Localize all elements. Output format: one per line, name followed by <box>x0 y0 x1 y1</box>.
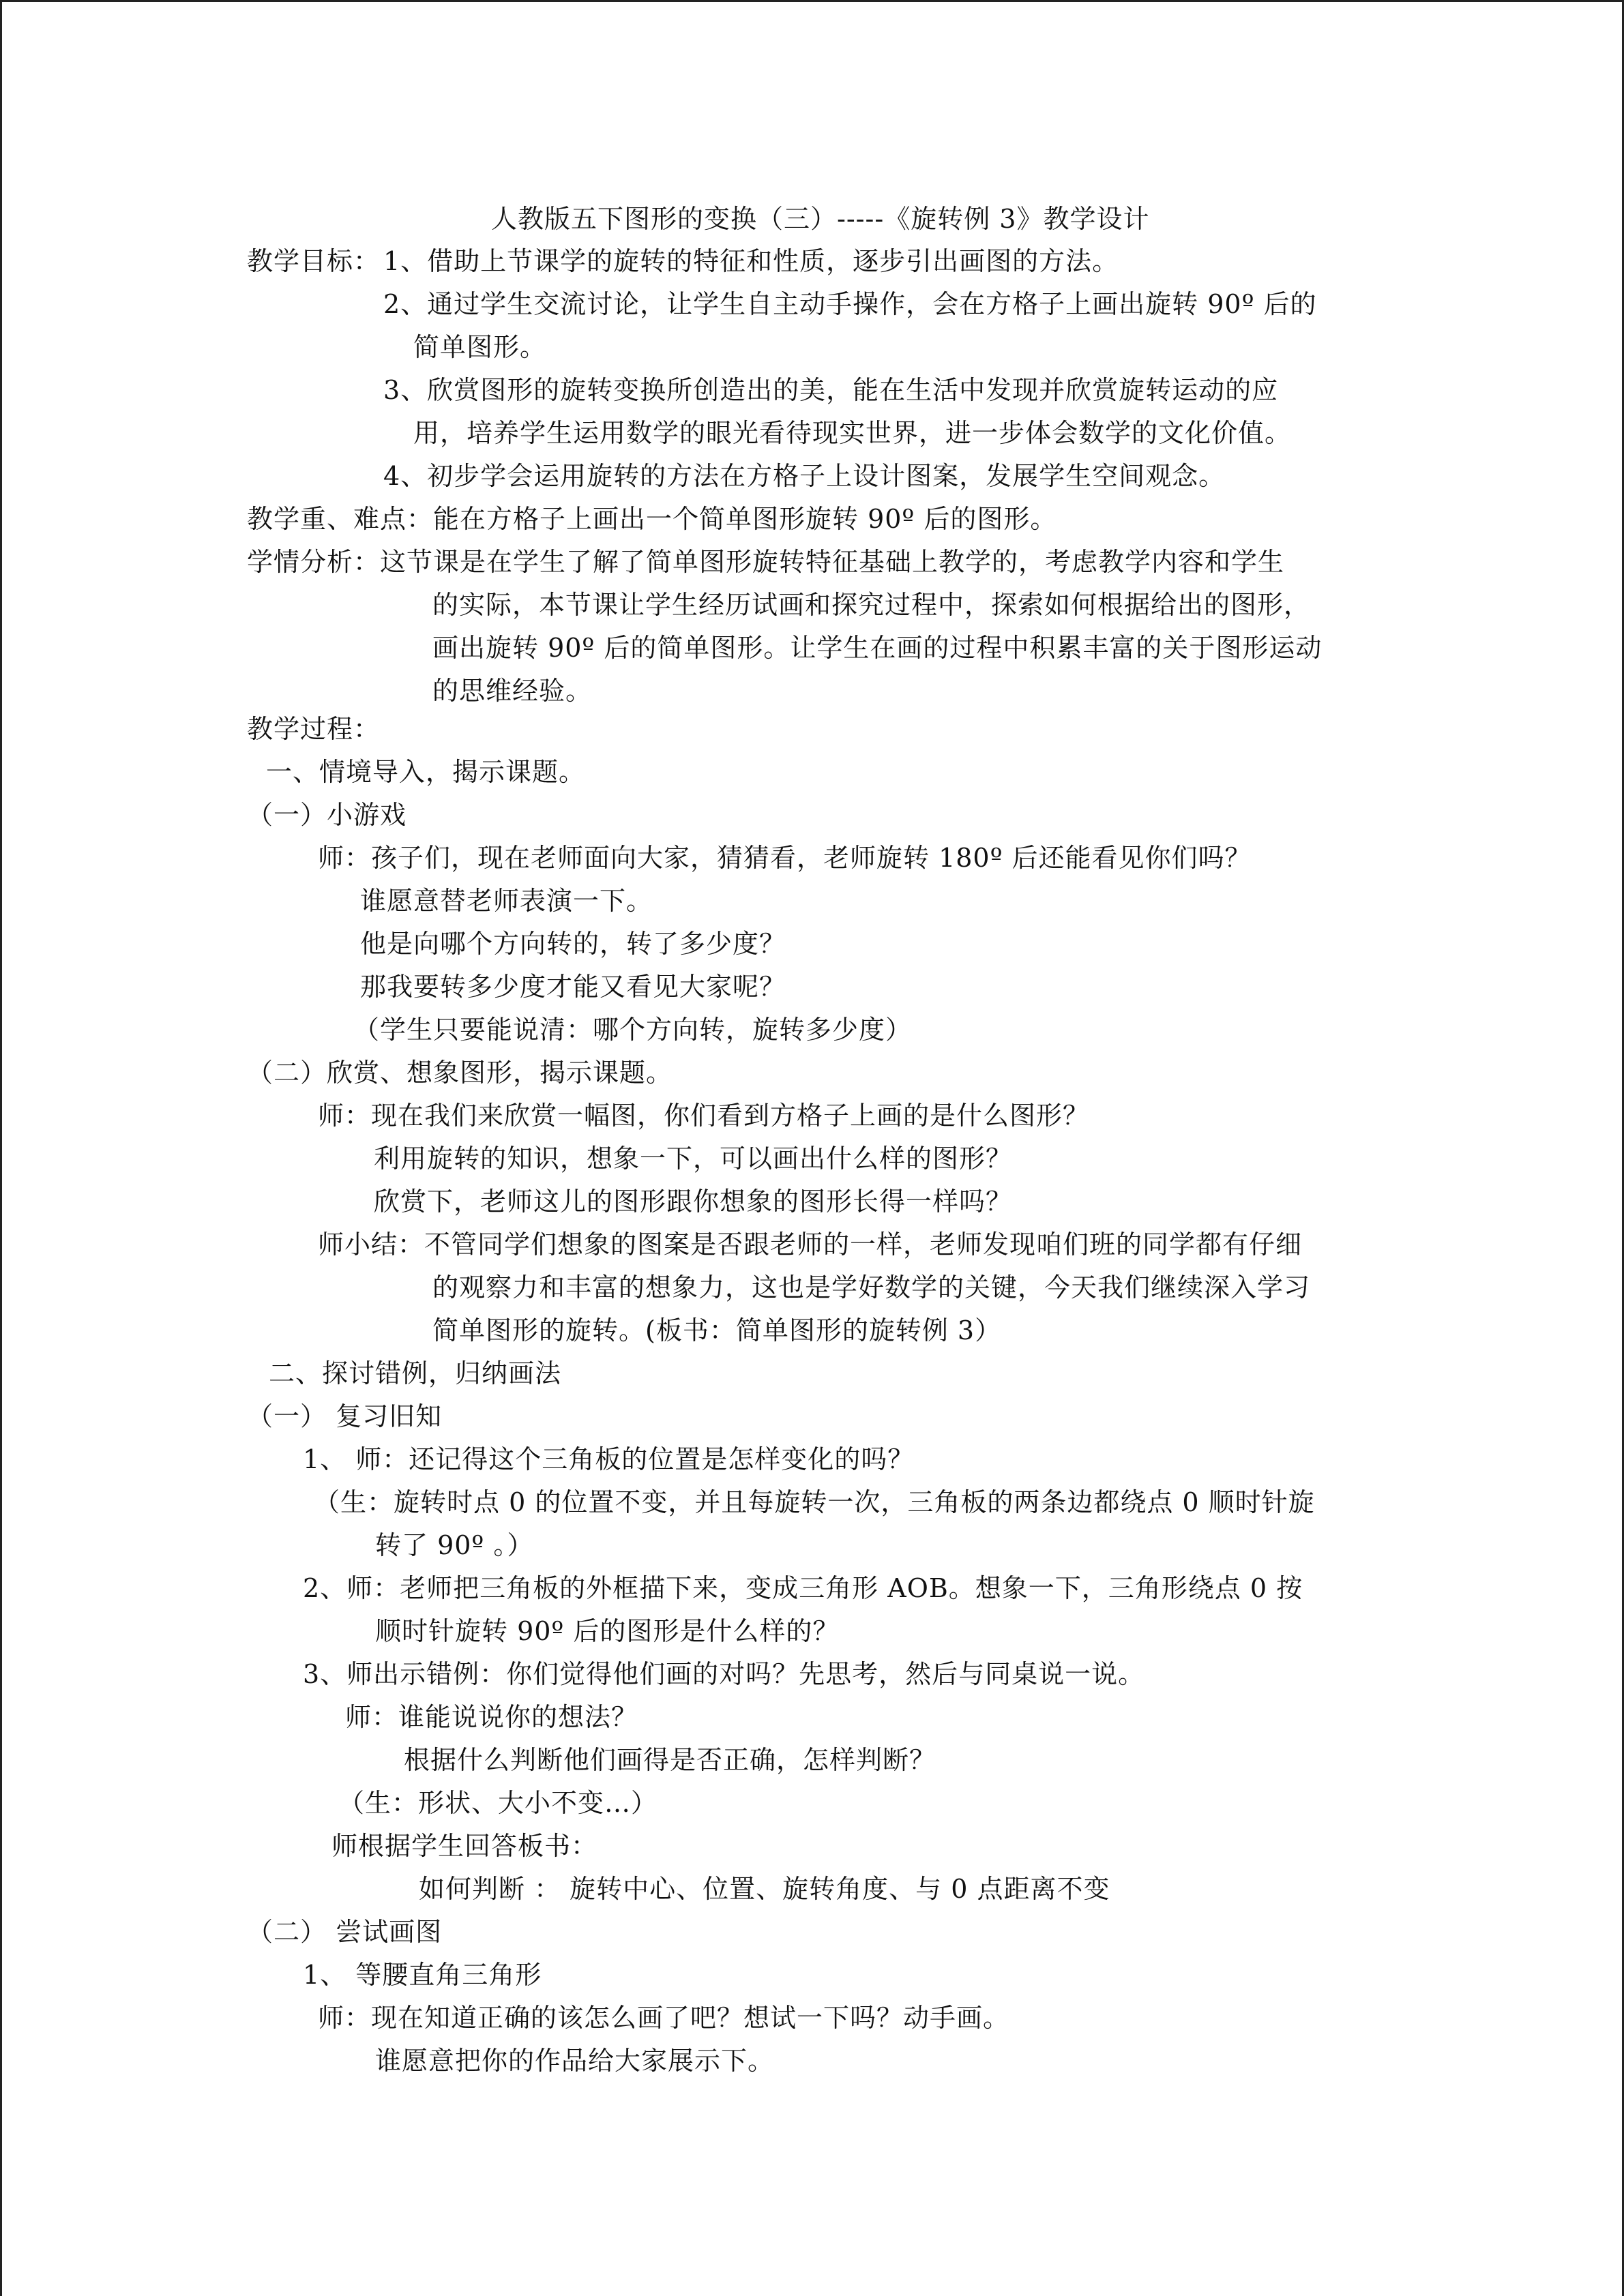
student-answer: （生：形状、大小不变…） <box>338 1788 658 1818</box>
objective-item-3: 3、欣赏图形的旋转变换所创造出的美，能在生活中发现并欣赏旋转运动的应 <box>383 375 1279 405</box>
objective-item-3-cont: 用，培养学生运用数学的眼光看待现实世界，进一步体会数学的文化价值。 <box>413 418 1292 448</box>
key-points: 教学重、难点：能在方格子上画出一个简单图形旋转 90º 后的图形。 <box>247 504 1057 534</box>
objective-item-4: 4、初步学会运用旋转的方法在方格子上设计图案，发展学生空间观念。 <box>383 461 1226 491</box>
dialog-line: 他是向哪个方向转的，转了多少度？ <box>360 929 786 959</box>
objective-item-2: 2、通过学生交流讨论，让学生自主动手操作，会在方格子上画出旋转 90º 后的 <box>383 289 1317 319</box>
dialog-line: 根据什么判断他们画得是否正确，怎样判断？ <box>404 1745 936 1775</box>
student-answer-cont: 转了 90º 。） <box>375 1530 534 1560</box>
dialog-line: 师：孩子们，现在老师面向大家，猜猜看，老师旋转 180º 后还能看见你们吗？ <box>318 843 1252 873</box>
dialog-line: 那我要转多少度才能又看见大家呢？ <box>360 972 786 1002</box>
subsection-1-1-heading: （一）小游戏 <box>247 800 407 830</box>
board-note-label: 师根据学生回答板书： <box>331 1831 598 1861</box>
subsection-1-2-heading: （二）欣赏、想象图形，揭示课题。 <box>247 1058 673 1088</box>
process-label: 教学过程： <box>247 714 381 744</box>
student-answer: （生：旋转时点 0 的位置不变，并且每旋转一次，三角板的两条边都绕点 0 顺时针旋 <box>314 1487 1315 1517</box>
page-border-left <box>0 0 2 2296</box>
dialog-line: 师：谁能说说你的想法？ <box>345 1702 638 1732</box>
dialog-line: 欣赏下，老师这儿的图形跟你想象的图形长得一样吗？ <box>374 1187 1013 1217</box>
section-1-heading: 一、情境导入，揭示课题。 <box>266 757 586 787</box>
step-line-cont: 顺时针旋转 90º 后的图形是什么样的？ <box>375 1616 840 1646</box>
step-line: 1、 等腰直角三角形 <box>303 1960 542 1990</box>
step-line: 2、师：老师把三角板的外框描下来，变成三角形 AOB。想象一下，三角形绕点 0 按 <box>303 1573 1303 1603</box>
step-line: 3、师出示错例：你们觉得他们画的对吗？先思考，然后与同桌说一说。 <box>303 1659 1145 1689</box>
dialog-line: 谁愿意把你的作品给大家展示下。 <box>375 2046 775 2076</box>
document-title: 人教版五下图形的变换（三）-----《旋转例 3》教学设计 <box>491 204 1150 234</box>
summary-line: 的观察力和丰富的想象力，这也是学好数学的关键，今天我们继续深入学习 <box>432 1272 1311 1302</box>
summary-line: 师小结：不管同学们想象的图案是否跟老师的一样，老师发现咱们班的同学都有仔细 <box>318 1229 1303 1259</box>
objectives-label: 教学目标： <box>247 246 381 276</box>
dialog-note: （学生只要能说清：哪个方向转，旋转多少度） <box>353 1015 913 1045</box>
dialog-line: 谁愿意替老师表演一下。 <box>360 886 653 916</box>
subsection-2-2-heading: （二） 尝试画图 <box>247 1917 443 1947</box>
analysis-line-2: 的实际，本节课让学生经历试画和探究过程中，探索如何根据给出的图形， <box>432 590 1311 620</box>
dialog-line: 师：现在知道正确的该怎么画了吧？想试一下吗？动手画。 <box>318 2003 1010 2033</box>
step-line: 1、 师：还记得这个三角板的位置是怎样变化的吗？ <box>303 1444 915 1474</box>
summary-line: 简单图形的旋转。(板书：简单图形的旋转例 3） <box>432 1315 1002 1345</box>
analysis-line-4: 的思维经验。 <box>432 676 593 706</box>
page-border-top <box>0 0 1624 2</box>
objective-item-2-cont: 简单图形。 <box>413 332 547 362</box>
dialog-line: 师：现在我们来欣赏一幅图，你们看到方格子上画的是什么图形？ <box>318 1101 1090 1131</box>
subsection-2-1-heading: （一） 复习旧知 <box>247 1401 443 1431</box>
board-note: 如何判断 ： 旋转中心、位置、旋转角度、与 0 点距离不变 <box>419 1874 1110 1904</box>
objective-item-1: 1、借助上节课学的旋转的特征和性质，逐步引出画图的方法。 <box>383 246 1119 276</box>
section-2-heading: 二、探讨错例，归纳画法 <box>269 1358 562 1388</box>
dialog-line: 利用旋转的知识，想象一下，可以画出什么样的图形？ <box>374 1144 1013 1174</box>
analysis-line-1: 学情分析：这节课是在学生了解了简单图形旋转特征基础上教学的，考虑教学内容和学生 <box>247 547 1285 577</box>
analysis-line-3: 画出旋转 90º 后的简单图形。让学生在画的过程中积累丰富的关于图形运动 <box>432 633 1323 663</box>
